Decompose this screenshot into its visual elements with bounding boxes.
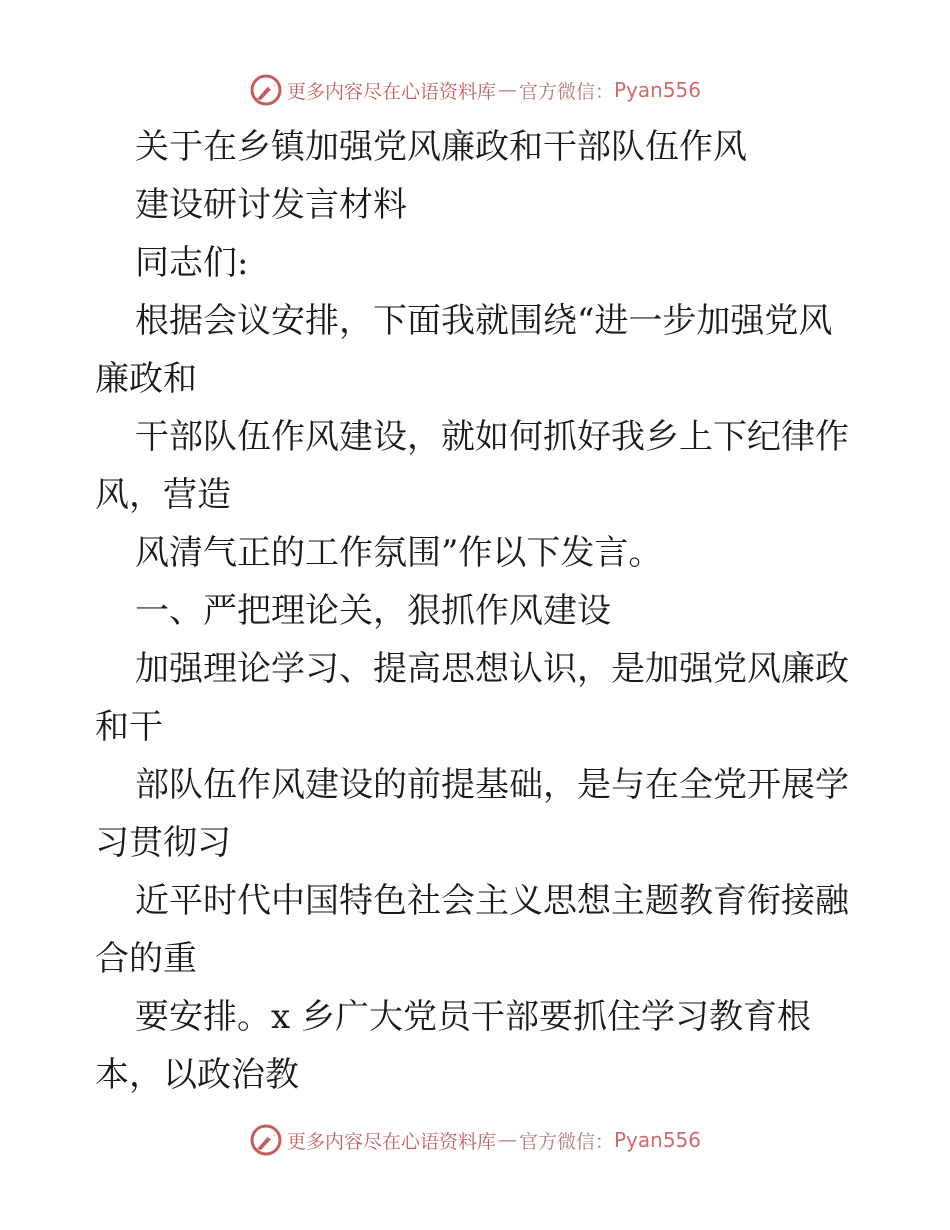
- banner-separator: —: [497, 79, 517, 101]
- doc-line: 习贯彻习: [95, 823, 231, 863]
- banner-text: 更多内容尽在心语资料库: [286, 80, 496, 103]
- doc-line: 同志们:: [135, 243, 249, 283]
- banner-text: 更多内容尽在心语资料库: [286, 1130, 496, 1153]
- doc-line: 根据会议安排，下面我就围绕“进一步加强党风: [135, 301, 833, 341]
- quill-logo-icon: [249, 1123, 283, 1157]
- doc-line: 和干: [95, 707, 163, 747]
- doc-line: 风，营造: [95, 475, 231, 515]
- doc-line: 建设研讨发言材料: [135, 185, 407, 225]
- footer-banner: [0, 1120, 950, 1160]
- document-body: [95, 118, 855, 1104]
- header-banner: [0, 70, 950, 110]
- doc-line: 一、严把理论关，狠抓作风建设: [135, 591, 611, 631]
- doc-line: 要安排。x 乡广大党员干部要抓住学习教育根: [135, 997, 811, 1037]
- banner-wechat-id: Pyan556: [614, 1128, 702, 1152]
- doc-line: 加强理论学习、提高思想认识，是加强党风廉政: [135, 649, 849, 689]
- doc-line: 合的重: [95, 939, 197, 979]
- banner-wechat-label: 官方微信：: [518, 1130, 614, 1153]
- doc-line: 本，以政治教: [95, 1055, 299, 1095]
- banner-wechat-id: Pyan556: [614, 78, 702, 102]
- doc-line: 廉政和: [95, 359, 197, 399]
- doc-line: 干部队伍作风建设，就如何抓好我乡上下纪律作: [135, 417, 849, 457]
- doc-line: 部队伍作风建设的前提基础，是与在全党开展学: [135, 765, 849, 805]
- banner-wechat-label: 官方微信：: [518, 80, 614, 103]
- banner-separator: —: [497, 1129, 517, 1151]
- quill-logo-icon: [249, 73, 283, 107]
- doc-line: 关于在乡镇加强党风廉政和干部队伍作风: [135, 127, 747, 167]
- doc-line: 近平时代中国特色社会主义思想主题教育衔接融: [135, 881, 849, 921]
- doc-line: 风清气正的工作氛围”作以下发言。: [135, 533, 663, 573]
